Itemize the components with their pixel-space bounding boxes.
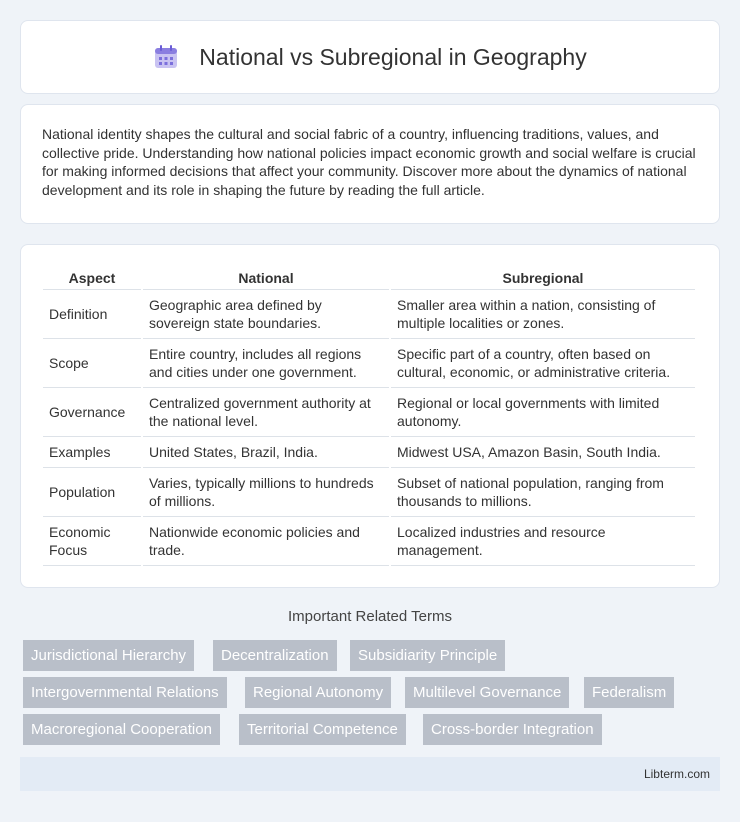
tag-cross-border-integration[interactable]: Cross-border Integration	[423, 714, 602, 745]
table-cell-aspect: Definition	[43, 290, 141, 339]
table-cell-subregional: Subset of national population, ranging from thousands to millions.	[391, 468, 695, 517]
comparison-card	[20, 244, 720, 588]
table-header-row	[43, 265, 695, 290]
table-row	[43, 468, 695, 517]
table-cell-aspect: Population	[43, 468, 141, 517]
table-cell-national: Centralized government authority at the national level.	[143, 388, 389, 437]
tag-federalism[interactable]: Federalism	[584, 677, 674, 708]
intro-card	[20, 104, 720, 224]
table-cell-aspect: Scope	[43, 339, 141, 388]
intro-text: National identity shapes the cultural and social fabric of a country, influencing traditions, values, and collective pride. Understanding how national policies impact economic growth and social welfare is crucial for making informed decisions that affect your community. Discover more about the dynamics of national development and its role in shaping the future by reading the full article.	[42, 126, 696, 198]
column-header-aspect: Aspect	[43, 265, 141, 290]
comparison-table	[41, 265, 697, 566]
tag-jurisdictional-hierarchy[interactable]: Jurisdictional Hierarchy	[23, 640, 194, 671]
table-cell-subregional: Midwest USA, Amazon Basin, South India.	[391, 437, 695, 468]
table-cell-national: Geographic area defined by sovereign state boundaries.	[143, 290, 389, 339]
table-cell-national: United States, Brazil, India.	[143, 437, 389, 468]
tag-decentralization[interactable]: Decentralization	[213, 640, 337, 671]
tag-territorial-competence[interactable]: Territorial Competence	[239, 714, 406, 745]
table-cell-aspect: Economic Focus	[43, 517, 141, 566]
table-row	[43, 290, 695, 339]
calendar-icon	[153, 44, 179, 70]
table-cell-national: Entire country, includes all regions and cities under one government.	[143, 339, 389, 388]
table-cell-subregional: Specific part of a country, often based on cultural, economic, or administrative criteria.	[391, 339, 695, 388]
page-title: National vs Subregional in Geography	[199, 43, 587, 70]
table-row	[43, 388, 695, 437]
table-row	[43, 437, 695, 468]
tag-regional-autonomy[interactable]: Regional Autonomy	[245, 677, 391, 708]
tag-intergovernmental-relations[interactable]: Intergovernmental Relations	[23, 677, 227, 708]
table-row	[43, 517, 695, 566]
header-card	[20, 20, 720, 94]
table-cell-subregional: Smaller area within a nation, consisting of multiple localities or zones.	[391, 290, 695, 339]
column-header-subregional: Subregional	[391, 265, 695, 290]
table-row	[43, 339, 695, 388]
table-cell-aspect: Examples	[43, 437, 141, 468]
table-cell-subregional: Localized industries and resource management.	[391, 517, 695, 566]
tag-subsidiarity-principle[interactable]: Subsidiarity Principle	[350, 640, 505, 671]
related-terms-title: Important Related Terms	[288, 608, 452, 625]
table-cell-national: Varies, typically millions to hundreds of millions.	[143, 468, 389, 517]
footer	[20, 757, 720, 791]
table-cell-national: Nationwide economic policies and trade.	[143, 517, 389, 566]
column-header-national: National	[143, 265, 389, 290]
table-cell-aspect: Governance	[43, 388, 141, 437]
tag-multilevel-governance[interactable]: Multilevel Governance	[405, 677, 569, 708]
table-cell-subregional: Regional or local governments with limited autonomy.	[391, 388, 695, 437]
tag-macroregional-cooperation[interactable]: Macroregional Cooperation	[23, 714, 220, 745]
footer-brand[interactable]: Libterm.com	[643, 767, 710, 781]
